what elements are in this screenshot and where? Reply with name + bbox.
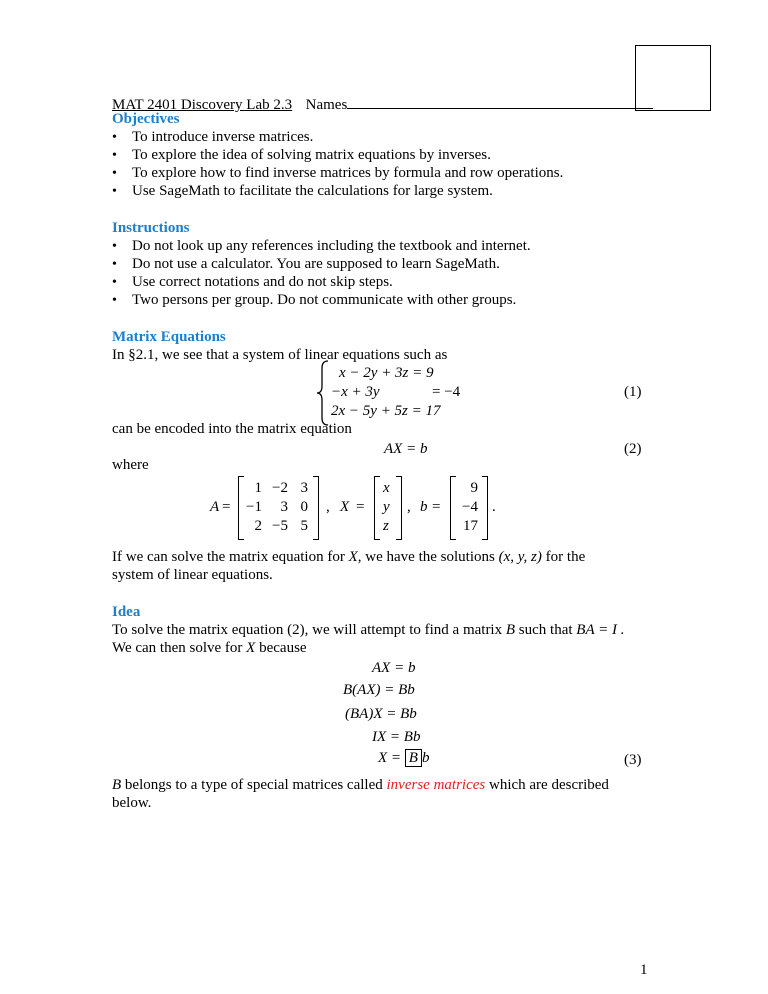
where-text: where (112, 457, 149, 473)
derivation-step-5: X = B b (378, 750, 430, 766)
course-title: MAT 2401 Discovery Lab 2.3 (112, 97, 293, 113)
bullet-icon (112, 164, 132, 183)
boxed-answer: B (405, 749, 422, 767)
system-eq-1: x − 2y + 3z = 9 (339, 365, 434, 381)
objective-item: •To introduce inverse matrices. (112, 128, 313, 147)
instruction-item: •Two persons per group. Do not communicate with other groups. (112, 291, 516, 310)
left-brace-icon (316, 360, 330, 426)
closing-line-2: below. (112, 795, 152, 811)
matrix-b-cell: −4 (462, 499, 478, 515)
page-number: 1 (640, 962, 648, 978)
objectives-heading: Objectives (112, 111, 180, 127)
idea-line-2: We can then solve for X because (112, 640, 307, 656)
equation-label-3: (3) (624, 752, 642, 768)
matrix-a-cell: 3 (300, 480, 308, 496)
derivation-step-3: (BA)X = Bb (345, 706, 417, 722)
matrix-a-cell: 0 (300, 499, 308, 515)
matrix-a-cell: 1 (254, 480, 262, 496)
header-line (112, 94, 653, 114)
comma: , (407, 499, 411, 515)
solve-text-line-2: system of linear equations. (112, 567, 273, 583)
solve-text-line: If we can solve the matrix equation for X, we have the solutions (x, y, z) for the (112, 549, 586, 565)
bullet-icon (112, 237, 132, 256)
names-blank[interactable] (347, 94, 653, 109)
intro-text: In §2.1, we see that a system of linear equations such as (112, 347, 448, 363)
matrix-a-cell: −2 (272, 480, 288, 496)
closing-line-1: B belongs to a type of special matrices called inverse matrices which are described (112, 777, 609, 793)
encoded-text: can be encoded into the matrix equation (112, 421, 352, 437)
bullet-icon (112, 255, 132, 274)
equation-label-1: (1) (624, 384, 642, 400)
matrix-a-label: A (210, 499, 220, 515)
derivation-step-4: IX = Bb (372, 729, 421, 745)
equals-sign: = (222, 499, 231, 515)
matrix-x-cell: y (383, 499, 390, 515)
objective-item: •To explore how to find inverse matrices by formula and row operations. (112, 164, 563, 183)
matrix-b-label: b (420, 499, 428, 515)
comma: , (326, 499, 330, 515)
matrix-a-cell: 3 (280, 499, 288, 515)
period: . (492, 499, 496, 515)
matrix-b-cell: 17 (463, 518, 478, 534)
instruction-item: •Do not look up any references including the textbook and internet. (112, 237, 531, 256)
bullet-icon (112, 291, 132, 310)
matrix-a-cell: 2 (254, 518, 262, 534)
instruction-item: •Use correct notations and do not skip steps. (112, 273, 393, 292)
equals-sign: = (432, 499, 441, 515)
instructions-heading: Instructions (112, 220, 190, 236)
inverse-matrices-term: inverse matrices (386, 777, 486, 793)
matrix-x-cell: x (383, 480, 390, 496)
bullet-icon (112, 182, 132, 201)
matrix-x-right-bracket (396, 476, 402, 540)
idea-line-1: To solve the matrix equation (2), we will attempt to find a matrix B such that BA = I . (112, 622, 625, 638)
bullet-icon (112, 128, 132, 147)
matrix-a-cell: 5 (300, 518, 308, 534)
equation-label-2: (2) (624, 441, 642, 457)
idea-heading: Idea (112, 604, 141, 620)
objective-item: •Use SageMath to facilitate the calculations for large system. (112, 182, 493, 201)
matrix-b-right-bracket (482, 476, 488, 540)
system-eq-3: 2x − 5y + 5z = 17 (331, 403, 441, 419)
instruction-item: •Do not use a calculator. You are supposed to learn SageMath. (112, 255, 500, 274)
derivation-step-1: AX = b (372, 660, 416, 676)
matrix-a-cell: −1 (246, 499, 262, 515)
equation-ax-b: AX = b (384, 441, 428, 457)
matrix-b-cell: 9 (470, 480, 478, 496)
matrix-equations-heading: Matrix Equations (112, 329, 226, 345)
system-eq-2-rhs: = −4 (432, 384, 461, 400)
matrix-x-left-bracket (374, 476, 380, 540)
equals-sign: = (356, 499, 365, 515)
bullet-icon (112, 146, 132, 165)
matrix-x-cell: z (383, 518, 389, 534)
derivation-step-2: B(AX) = Bb (343, 682, 415, 698)
matrix-x-label: X (340, 499, 350, 515)
objective-item: •To explore the idea of solving matrix equations by inverses. (112, 146, 491, 165)
system-eq-2: −x + 3y (331, 384, 380, 400)
matrix-a-right-bracket (313, 476, 319, 540)
bullet-icon (112, 273, 132, 292)
names-label: Names (305, 97, 348, 113)
matrix-a-cell: −5 (272, 518, 288, 534)
